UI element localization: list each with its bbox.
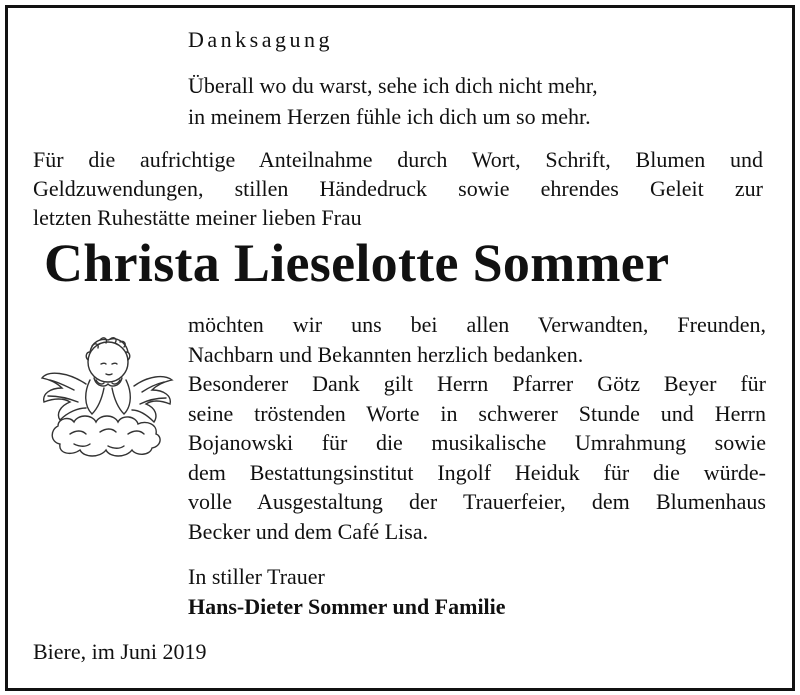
poem-line: Überall wo du warst, sehe ich dich nicht mehr, [188,73,598,98]
signer-name: Hans-Dieter Sommer und Familie [188,594,506,619]
signature-block [188,562,506,622]
body-line: Nachbarn und Bekannten herzlich bedanken. [188,341,584,367]
body-line: Bojanowski für die musikalische Umrahmung sowie [188,430,766,455]
body-line: möchten wir uns bei allen Verwandten, Freunden, [188,312,766,337]
intro-line: letzten Ruhestätte meiner lieben Frau [33,205,362,230]
poem-line: in meinem Herzen fühle ich dich um so mehr. [188,104,591,129]
body-line: seine tröstenden Worte in schwerer Stunde und Herrn [188,400,766,426]
notice-heading: Danksagung [188,27,333,52]
body-line: Besonderer Dank gilt Herrn Pfarrer Götz Beyer für [188,371,766,396]
intro-line: Für die aufrichtige Anteilnahme durch Wort, Schrift, Blumen und [33,147,763,172]
intro-paragraph [33,145,763,232]
body-line: dem Bestattungsinstitut Ingolf Heiduk für die würde- [188,459,766,485]
poem [188,70,598,132]
deceased-name: Christa Lieselotte Sommer [44,233,670,293]
body-line: volle Ausgestaltung der Trauerfeier, dem Blumenhaus [188,489,766,514]
angel-icon [38,322,178,472]
mourning-line: In stiller Trauer [188,564,325,589]
intro-line: Geldzuwendungen, stillen Händedruck sowie ehrendes Geleit zur [33,176,763,201]
body-line: Becker und dem Café Lisa. [188,518,429,544]
body-paragraph [188,310,766,546]
place-date: Biere, im Juni 2019 [33,639,207,664]
